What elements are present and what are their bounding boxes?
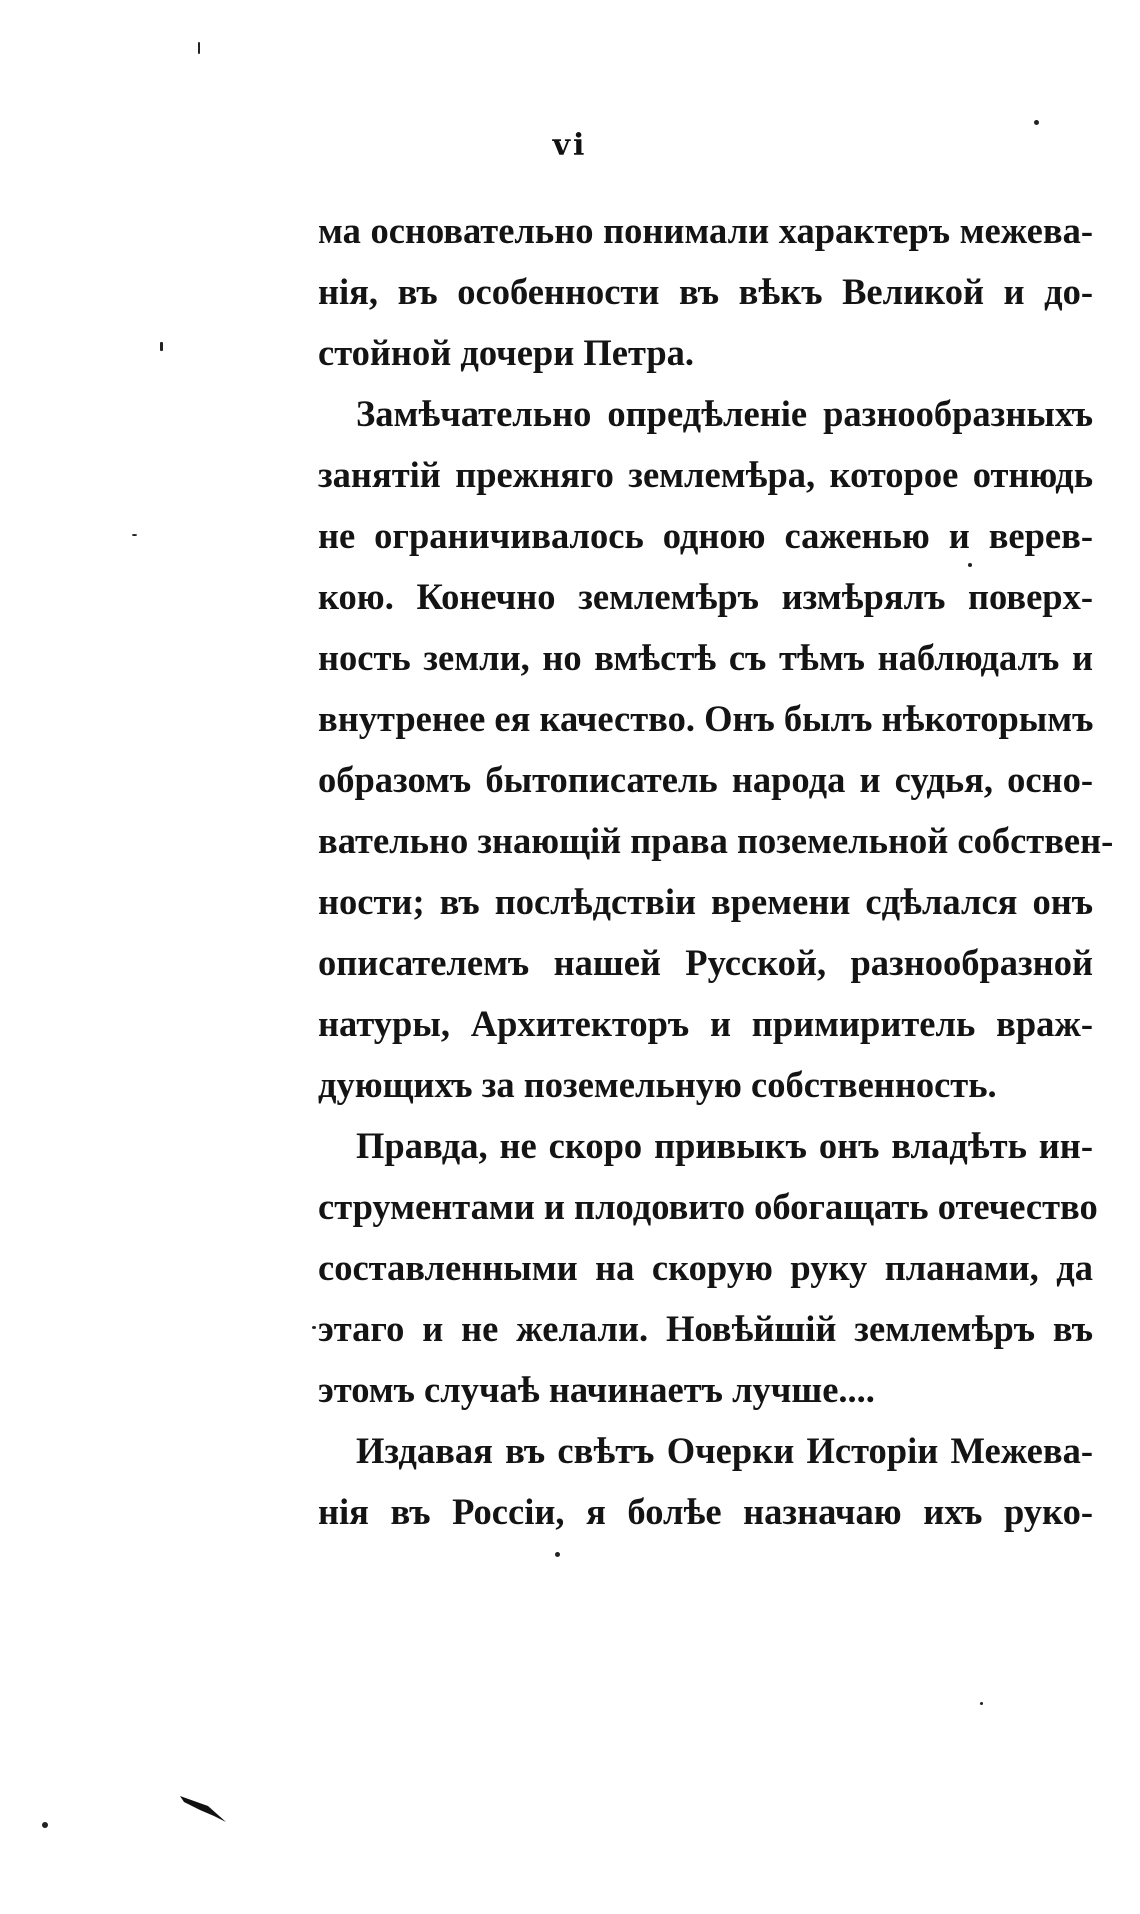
text-line: этомъ случаѣ начинаетъ лучше....	[318, 1369, 875, 1410]
scan-speck	[555, 1552, 560, 1557]
text-line: описателемъ нашей Русской, разнообразной	[318, 942, 1093, 983]
text-line: струментами и плодовито обогащать отечество	[318, 1186, 1098, 1227]
text-line: кою. Конечно землемѣръ измѣрялъ поверх-	[318, 576, 1093, 617]
text-line: ности; въ послѣдствіи времени сдѣлался онъ	[318, 881, 1093, 922]
text-line: не ограничивалось одною саженью и верев-	[318, 515, 1093, 556]
text-line: стойной дочери Петра.	[318, 332, 695, 373]
text-line: образомъ бытописатель народа и судья, осно-	[318, 759, 1093, 800]
text-line: нія въ Россіи, я болѣе назначаю ихъ руко-	[318, 1491, 1093, 1532]
text-line: дующихъ за поземельную собственность.	[318, 1064, 997, 1105]
text-line: составленными на скорую руку планами, да	[318, 1247, 1093, 1288]
text-line: ность земли, но вмѣстѣ съ тѣмъ наблюдалъ и	[318, 637, 1093, 678]
scan-speck	[1034, 120, 1039, 125]
scan-speck	[198, 42, 200, 54]
text-line: этаго и не желали. Новѣйшій землемѣръ въ	[318, 1308, 1093, 1349]
ink-blot	[178, 1792, 230, 1824]
text-line: нія, въ особенности въ вѣкъ Великой и до-	[318, 271, 1093, 312]
paragraph-4	[318, 1420, 1093, 1542]
text-line: Замѣчательно опредѣленіе разнообразныхъ	[356, 393, 1093, 434]
scan-speck	[132, 534, 137, 536]
paragraph-2	[318, 383, 1114, 1115]
scan-speck	[968, 563, 972, 567]
text-line: занятій прежняго землемѣра, которое отнюдь	[318, 454, 1093, 495]
text-line: ма основательно понимали характеръ межева-	[318, 210, 1093, 251]
body-text	[318, 200, 1114, 1542]
paragraph-3	[318, 1115, 1098, 1420]
text-line: Издавая въ свѣтъ Очерки Исторіи Межева-	[356, 1430, 1093, 1471]
paragraph-1	[318, 200, 1093, 383]
scan-speck	[160, 342, 163, 351]
scan-speck	[42, 1822, 48, 1828]
scan-speck	[312, 1326, 316, 1329]
text-line: Правда, не скоро привыкъ онъ владѣть ин-	[356, 1125, 1093, 1166]
text-line: вательно знающій права поземельной собствен-	[318, 820, 1114, 861]
text-line: натуры, Архитекторъ и примиритель враж-	[318, 1003, 1093, 1044]
text-line: внутренее ея качество. Онъ былъ нѣкоторымъ	[318, 698, 1094, 739]
page-number: vi	[552, 128, 588, 163]
scan-speck	[980, 1702, 983, 1705]
